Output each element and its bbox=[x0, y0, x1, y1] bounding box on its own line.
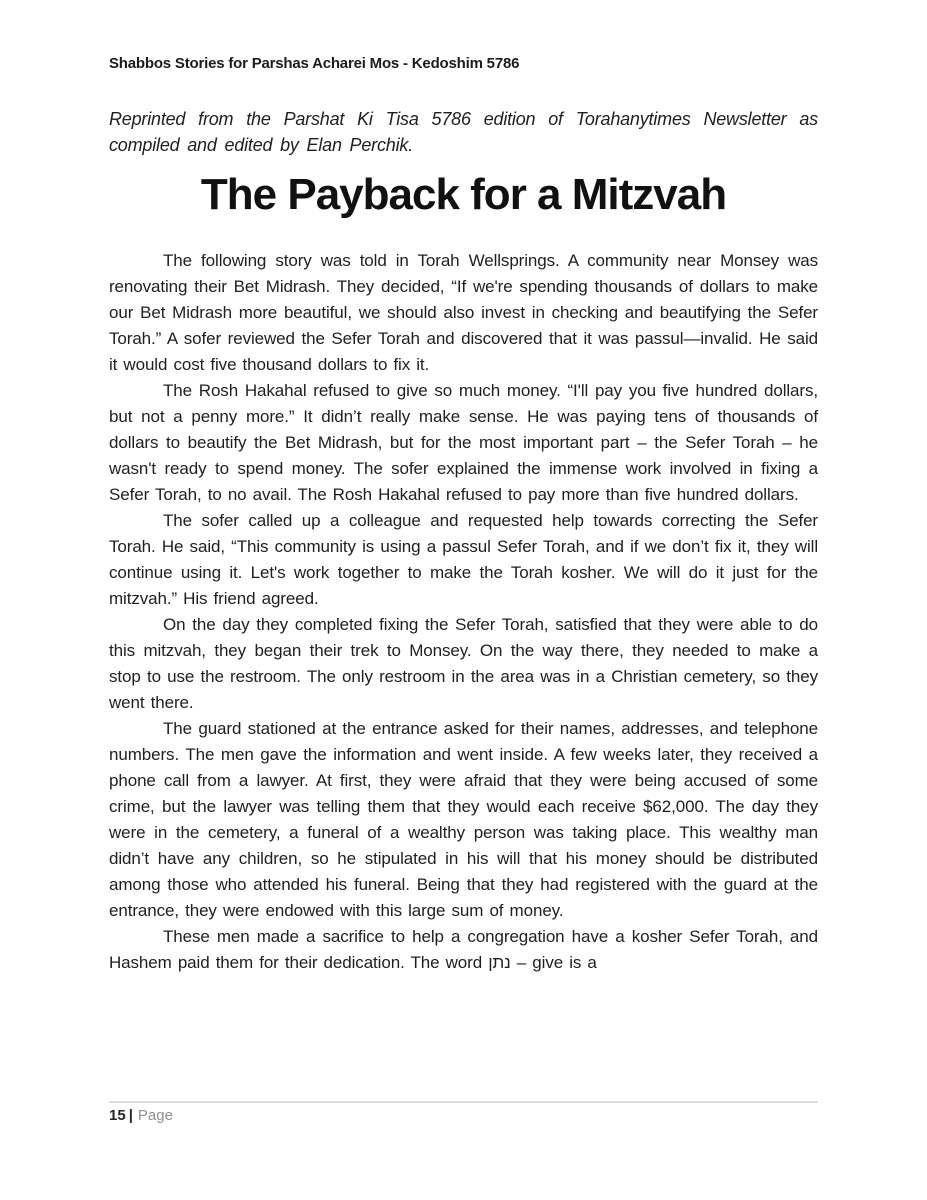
running-header: Shabbos Stories for Parshas Acharei Mos - Kedoshim 5786 bbox=[109, 55, 520, 72]
page-content bbox=[109, 0, 818, 976]
story-paragraph-1: The following story was told in Torah Wellsprings. A community near Monsey was renovating their Bet Midrash. They decided, “If we're spending thousands of dollars to make our Bet Midrash more beautiful, we should also invest in checking and beautifying the Sefer Torah.” A sofer reviewed the Sefer Torah and discovered that it was passul—invalid. He said it would cost five thousand dollars to fix it. bbox=[109, 251, 818, 374]
story-paragraph-6: These men made a sacrifice to help a congregation have a kosher Sefer Torah, and Hashem paid them for their dedication. The word נתן – give is a bbox=[109, 927, 818, 972]
story-paragraph-3: The sofer called up a colleague and requested help towards correcting the Sefer Torah. He said, “This community is using a passul Sefer Torah, and if we don’t fix it, they will continue using it. Let's work together to make the Torah kosher. We will do it just for the mitzvah.” His friend agreed. bbox=[109, 511, 818, 608]
footer-separator: | bbox=[128, 1107, 133, 1124]
reprint-attribution: Reprinted from the Parshat Ki Tisa 5786 edition of Torahanytimes Newsletter as compiled and edited by Elan Perchik. bbox=[109, 109, 818, 155]
story-paragraph-4: On the day they completed fixing the Sefer Torah, satisfied that they were able to do this mitzvah, they began their trek to Monsey. On the way there, they needed to make a stop to use the restroom. The only restroom in the area was in a Christian cemetery, so they went there. bbox=[109, 615, 818, 712]
story-title: The Payback for a Mitzvah bbox=[200, 170, 727, 219]
story-paragraph-5: The guard stationed at the entrance asked for their names, addresses, and telephone numbers. The men gave the information and went inside. A few weeks later, they received a phone call from a lawyer. At first, they were afraid that they were being accused of some crime, but the lawyer was telling them that they would each receive $62,000. The day they were in the cemetery, a funeral of a wealthy person was taking place. This wealthy man didn’t have any children, so he stipulated in his will that his money should be distributed among those who attended his funeral. Being that they had registered with the guard at the entrance, they were endowed with this large sum of money. bbox=[109, 719, 818, 920]
page-number: 15 bbox=[109, 1107, 126, 1124]
story-paragraph-2: The Rosh Hakahal refused to give so much money. “I'll pay you five hundred dollars, but not a penny more.” It didn’t really make sense. He was paying tens of thousands of dollars to beautify the Bet Midrash, but for the most important part – the Sefer Torah – he wasn't ready to spend money. The sofer explained the immense work involved in fixing a Sefer Torah, to no avail. The Rosh Hakahal refused to pay more than five hundred dollars. bbox=[109, 381, 818, 504]
page-footer bbox=[109, 1101, 818, 1124]
footer-page-label: Page bbox=[137, 1107, 173, 1124]
story-body bbox=[109, 248, 818, 976]
